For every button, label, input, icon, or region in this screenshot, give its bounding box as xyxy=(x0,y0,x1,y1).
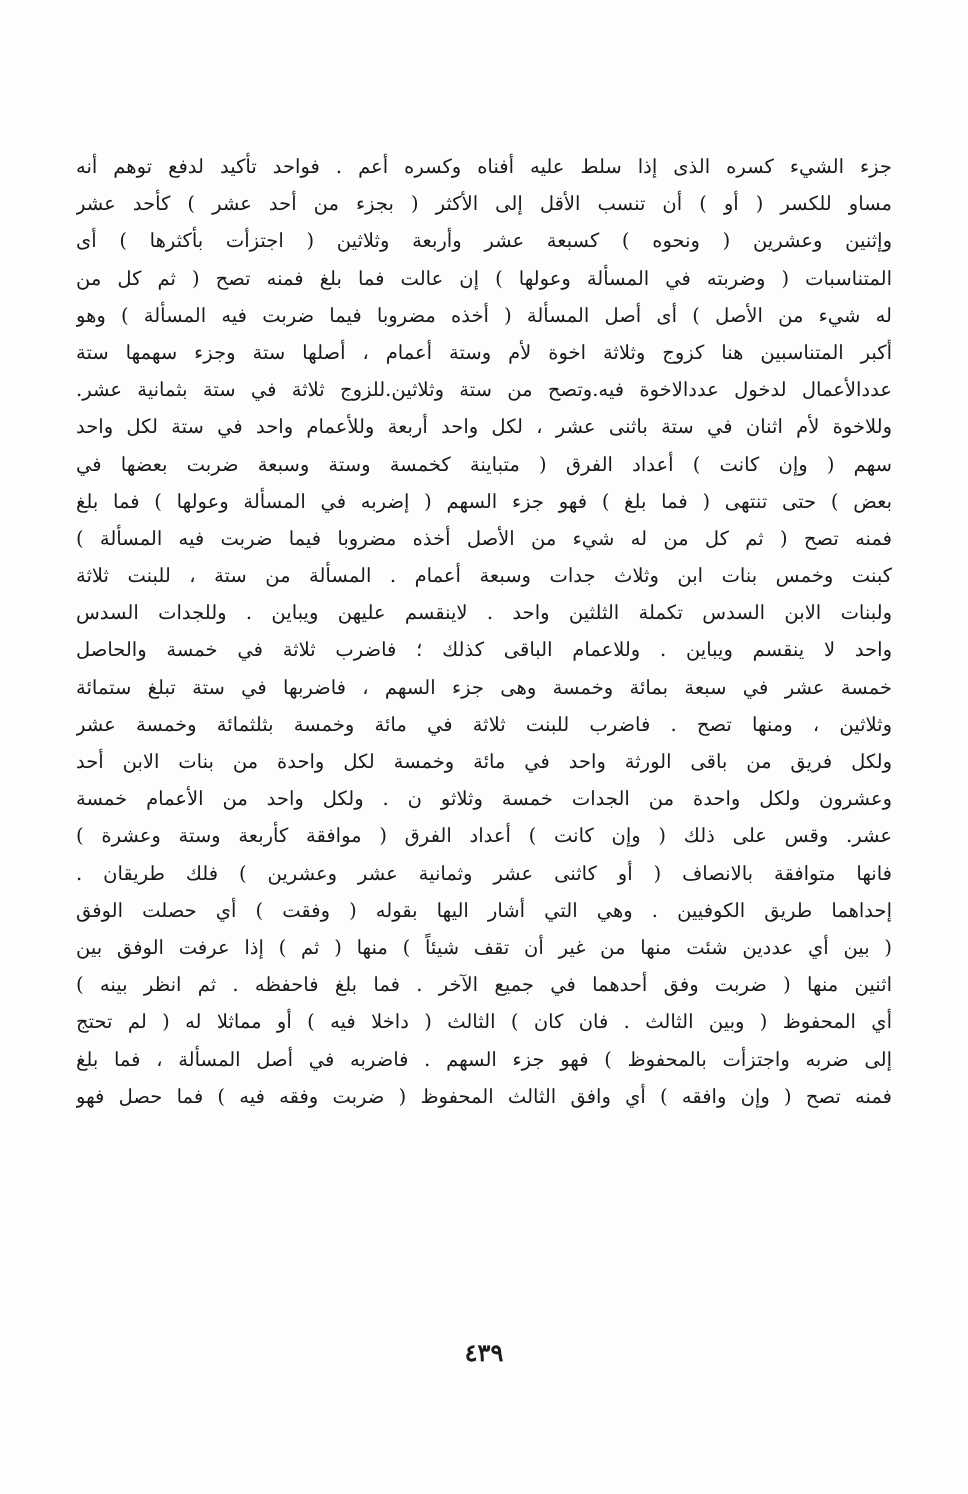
text-line: فمنه تصح ( وإن وافقه ) أي وافق الثالث المحفوظ ( ضربت وفقه فيه ) فما حصل فهو xyxy=(76,1084,892,1108)
page-number: ٤٣٩ xyxy=(464,1338,504,1367)
text-line: له شيء من الأصل ) أى أصل المسألة ( أخذه مضروبا فيما ضربت فيه المسألة ) وهو xyxy=(76,303,892,327)
text-line: وثلاثين ، ومنها تصح . فاضرب للبنت ثلاثة في مائة وخمسة بثلثمائة وخمسة عشر xyxy=(76,712,892,736)
text-line: بعض ) حتى تنتهى ( فما بلغ ) فهو جزء السهم ( إضربه في المسألة وعولها ) فما بلغ xyxy=(76,489,892,513)
text-line: وعشرون ولكل واحدة من الجدات خمسة وثلاثو ن . ولكل واحد من الأعمام خمسة xyxy=(76,787,892,811)
text-line: كبنت وخمس بنات ابن وثلاث جدات وسبعة أعمام . المسألة من ستة ، للبنت ثلاثة xyxy=(76,564,892,588)
text-line: اثنين منها ( ضربت وفق أحدهما في جميع الآخر . فما بلغ فاحفظه . ثم انظر بينه ) xyxy=(76,973,892,997)
text-line: ولكل فريق من باقى الورثة واحد في مائة وخمسة لكل واحدة من بنات الابن أحد xyxy=(76,750,892,773)
text-line: إلى ضربه واجتزأت بالمحفوظ ) فهو جزء السهم . فاضربه في أصل المسألة ، فما بلغ xyxy=(76,1047,892,1071)
text-line: عشر. وقس على ذلك ( وإن كانت ) أعداد الفرق ( موافقة كأربعة وستة وعشرة ) xyxy=(76,824,892,848)
text-line: فانها متوافقة بالانصاف ( أو كاثنى عشر وثمانية عشر وعشرين ) فلك طريقان . xyxy=(76,861,892,885)
text-line: سهم ( وإن كانت ) أعداد الفرق ( متباينة كخمسة وستة وسبعة ضربت بعضها في xyxy=(76,452,892,476)
text-line: إحداهما طريق الكوفيين . وهي التي أشار اليها بقوله ( وفقت ) أي حصلت الوفق xyxy=(76,898,892,922)
text-line: خمسة عشر في سبعة بمائة وخمسة وهى جزء السهم ، فاضربها في ستة تبلغ ستمائة xyxy=(76,675,892,699)
text-line: جزء الشيء كسره الذى إذا سلط عليه أفناه وكسره أعم . فواحد تأكيد لدفع توهم أنه xyxy=(76,155,892,178)
text-line: عددالأعمال لدخول عددالاخوة فيه.وتصح من ستة وثلاثين.للزوج ثلاثة في ستة بثمانية عشر. xyxy=(76,378,892,402)
text-line: وإثنين وعشرين ( ونحوه ) كسبعة عشر وأربعة وثلاثين ( اجتزأت بأكثرها ) أى xyxy=(76,229,892,253)
text-line: واحد لا ينقسم ويباين . وللاعمام الباقى كذلك ؛ فاضرب ثلاثة في خمسة والحاصل xyxy=(76,638,892,662)
text-line: مساو للكسر ( أو ) أن تنسب الأقل إلى الأكثر ( بجزء من أحد عشر ) كأحد عشر xyxy=(76,192,892,216)
text-line: ولبنات الابن السدس تكملة الثلثين واحد . لاينقسم عليهن ويباين . وللجدات السدس xyxy=(76,601,892,625)
body-text xyxy=(76,148,892,1115)
text-line: فمنه تصح ( ثم كل من له شيء من الأصل أخذه مضروبا فيما ضربت فيه المسألة ) xyxy=(76,526,892,550)
text-line: أكبر المتناسبين هنا كزوج وثلاثة اخوة لأم وستة أعمام ، أصلها ستة وجزء سهمها ستة xyxy=(76,340,892,364)
text-line: وللاخوة لأم اثنان في ستة باثنى عشر ، لكل واحد أربعة وللأعمام واحد في ستة لكل واحد xyxy=(76,415,892,439)
text-line: المتناسبات ( وضربته في المسألة وعولها ) إن عالت فما بلغ فمنه تصح ( ثم كل من xyxy=(76,266,892,290)
text-line: ( بين أي عددين شئت منها من غير أن تقف شيئاً ) منها ( ثم ) إذا عرفت الوفق بين xyxy=(76,935,892,959)
text-line: أي المحفوظ ( وبين الثالث . فان كان ) الثالث ( داخلا فيه ) أو مماثلا له ( لم تحتج xyxy=(76,1010,892,1034)
